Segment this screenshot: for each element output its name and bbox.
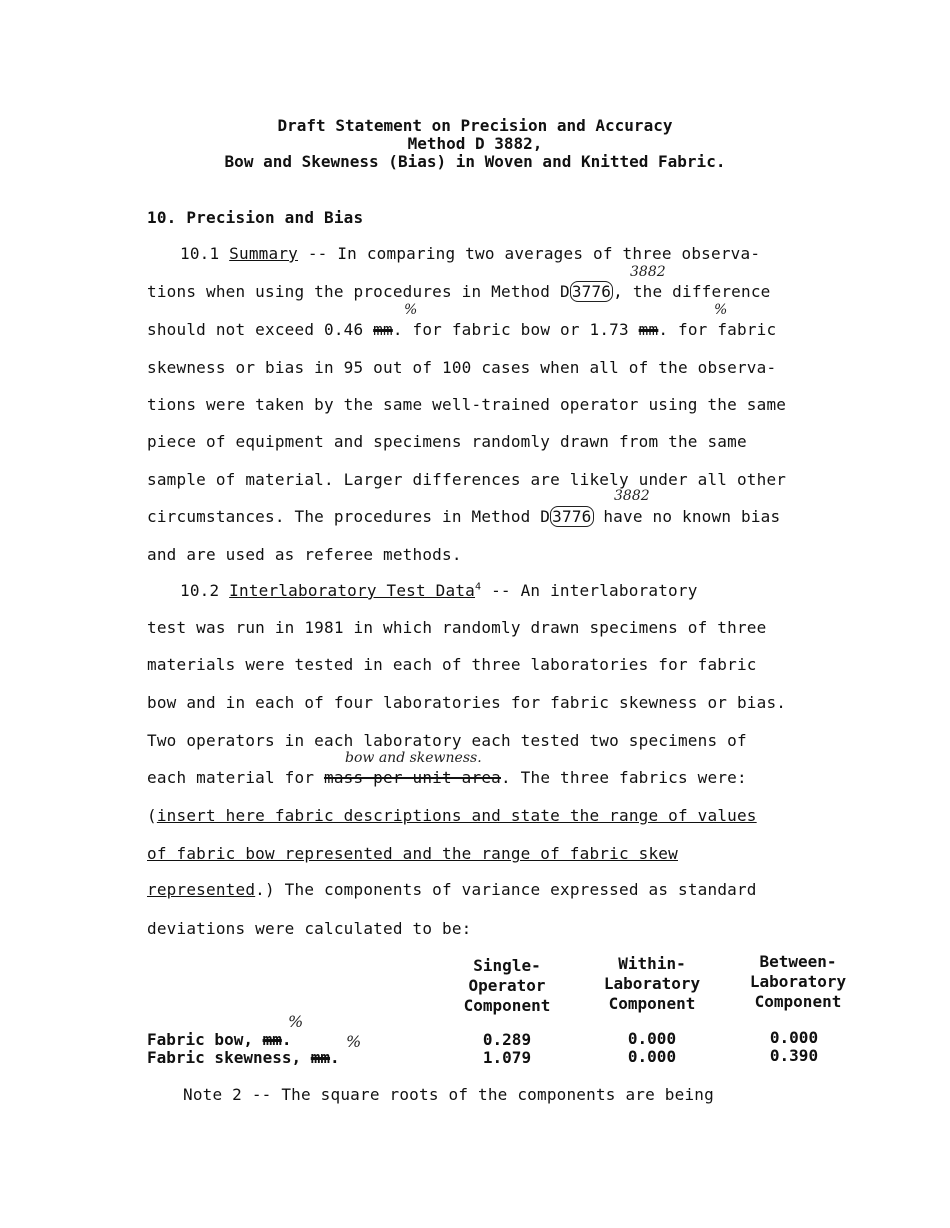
para2-line-8: of fabric bow represented and the range of fabric skew [147, 844, 678, 863]
circled-method-number-a: 3776 [571, 282, 612, 301]
para1-line-5: tions were taken by the same well-trained operator using the same [147, 395, 787, 414]
para1-label: 10.1 [180, 244, 230, 263]
para1-line-9: and are used as referee methods. [147, 545, 462, 564]
para2-line-6-a: each material for [147, 768, 324, 787]
para1-line-4: skewness or bias in 95 out of 100 cases when all of the observa- [147, 358, 777, 377]
table-header-within-laboratory [590, 954, 714, 1014]
header-1-line-1: Laboratory [603, 974, 701, 993]
header-0-line-1: Operator [468, 976, 546, 995]
struck-unit-1: mm [373, 320, 393, 339]
para2-line-9-underlined: represented [147, 880, 256, 899]
row-1-single-operator-value: 0.289 [482, 1030, 532, 1049]
para1-line-6: piece of equipment and specimens randomly drawn from the same [147, 432, 747, 451]
handwritten-3882-a: 3882 [630, 264, 666, 280]
header-2-line-1: Laboratory [749, 972, 847, 991]
circled-method-number-b: 3776 [552, 507, 592, 526]
para2-line-1-rest: -- An interlaboratory [481, 581, 698, 600]
handwritten-percent-a: % [404, 302, 418, 318]
para2-line-7-underlined: insert here fabric descriptions and state the range of values [156, 806, 757, 825]
para2-line-9 [147, 880, 757, 899]
row-1-struck-unit: mm [262, 1030, 282, 1049]
table-header-between-laboratory [736, 952, 860, 1012]
para2-heading: Interlaboratory Test Data [229, 581, 475, 600]
para2-line-10: deviations were calculated to be: [147, 919, 472, 938]
para1-line-1 [180, 244, 760, 263]
para2-line-2: test was run in 1981 in which randomly drawn specimens of three [147, 618, 767, 637]
struck-mass-per-unit-area: mass per unit area [324, 768, 501, 787]
handwritten-3882-b: 3882 [614, 488, 650, 504]
handwritten-percent-row-2: % [346, 1032, 362, 1051]
para1-line-2-b: , the difference [613, 282, 771, 301]
header-2-line-0: Between- [759, 952, 837, 971]
header-1-line-0: Within- [618, 954, 686, 973]
footnote-marker: 4 [475, 581, 482, 593]
header-0-line-2: Component [463, 996, 551, 1015]
para1-line-8-a: circumstances. The procedures in Method D [147, 507, 551, 526]
para2-line-3: materials were tested in each of three laboratories for fabric [147, 655, 757, 674]
para2-line-4: bow and in each of four laboratories for fabric skewness or bias. [147, 693, 787, 712]
struck-unit-2: mm [638, 320, 659, 339]
table-header-single-operator [445, 956, 569, 1016]
row-2-between-lab-value: 0.390 [769, 1046, 819, 1065]
handwritten-insert: bow and skewness. [345, 750, 482, 766]
section-heading: 10. Precision and Bias [147, 208, 364, 227]
para1-line-2 [147, 282, 770, 301]
header-0-line-0: Single- [473, 956, 541, 975]
para1-line-1-rest: -- In comparing two averages of three observa- [298, 244, 761, 263]
handwritten-percent-row-1: % [288, 1012, 304, 1031]
para1-line-3 [147, 320, 776, 339]
table-row-fabric-bow-label: Fabric bow, mm. [147, 1030, 292, 1049]
para1-line-3-c: . for fabric [658, 320, 777, 339]
row-2-single-operator-value: 1.079 [482, 1048, 532, 1067]
para1-line-3-a: should not exceed 0.46 [147, 320, 374, 339]
para1-line-8 [147, 507, 780, 526]
para2-line-5: Two operators in each laboratory each tested two specimens of [147, 731, 747, 750]
para2-line-6 [147, 768, 747, 787]
para1-line-7: sample of material. Larger differences are likely under all other [147, 470, 787, 489]
handwritten-percent-b: % [714, 302, 728, 318]
para2-label: 10.2 [180, 581, 230, 600]
para2-line-9-rest: .) The components of variance expressed as standard [255, 880, 757, 899]
header-2-line-2: Component [754, 992, 842, 1011]
title-line-3: Bow and Skewness (Bias) in Woven and Knitted Fabric. [224, 152, 726, 171]
row-2-label-text: Fabric skewness, [147, 1048, 311, 1067]
row-2-struck-unit: mm [310, 1048, 331, 1067]
para2-line-7-paren: ( [147, 806, 157, 825]
row-1-between-lab-value: 0.000 [769, 1028, 819, 1047]
title-line-1: Draft Statement on Precision and Accuracy [277, 116, 673, 135]
para1-heading: Summary [229, 244, 299, 263]
row-1-within-lab-value: 0.000 [627, 1029, 677, 1048]
para1-line-3-b: . for fabric bow or 1.73 [392, 320, 639, 339]
title-line-2: Method D 3882, [407, 134, 543, 153]
row-2-within-lab-value: 0.000 [627, 1047, 677, 1066]
row-1-label-text: Fabric bow, [147, 1030, 263, 1049]
para2-line-6-b: . The three fabrics were: [501, 768, 747, 787]
note-2: Note 2 -- The square roots of the components are being [183, 1085, 714, 1104]
para1-line-8-b: have no known bias [593, 507, 781, 526]
para1-line-2-a: tions when using the procedures in Method D [147, 282, 570, 301]
table-row-fabric-skewness-label: Fabric skewness, mm. [147, 1048, 340, 1067]
para2-line-7 [147, 806, 757, 825]
header-1-line-2: Component [608, 994, 696, 1013]
para2-line-1 [180, 581, 698, 600]
